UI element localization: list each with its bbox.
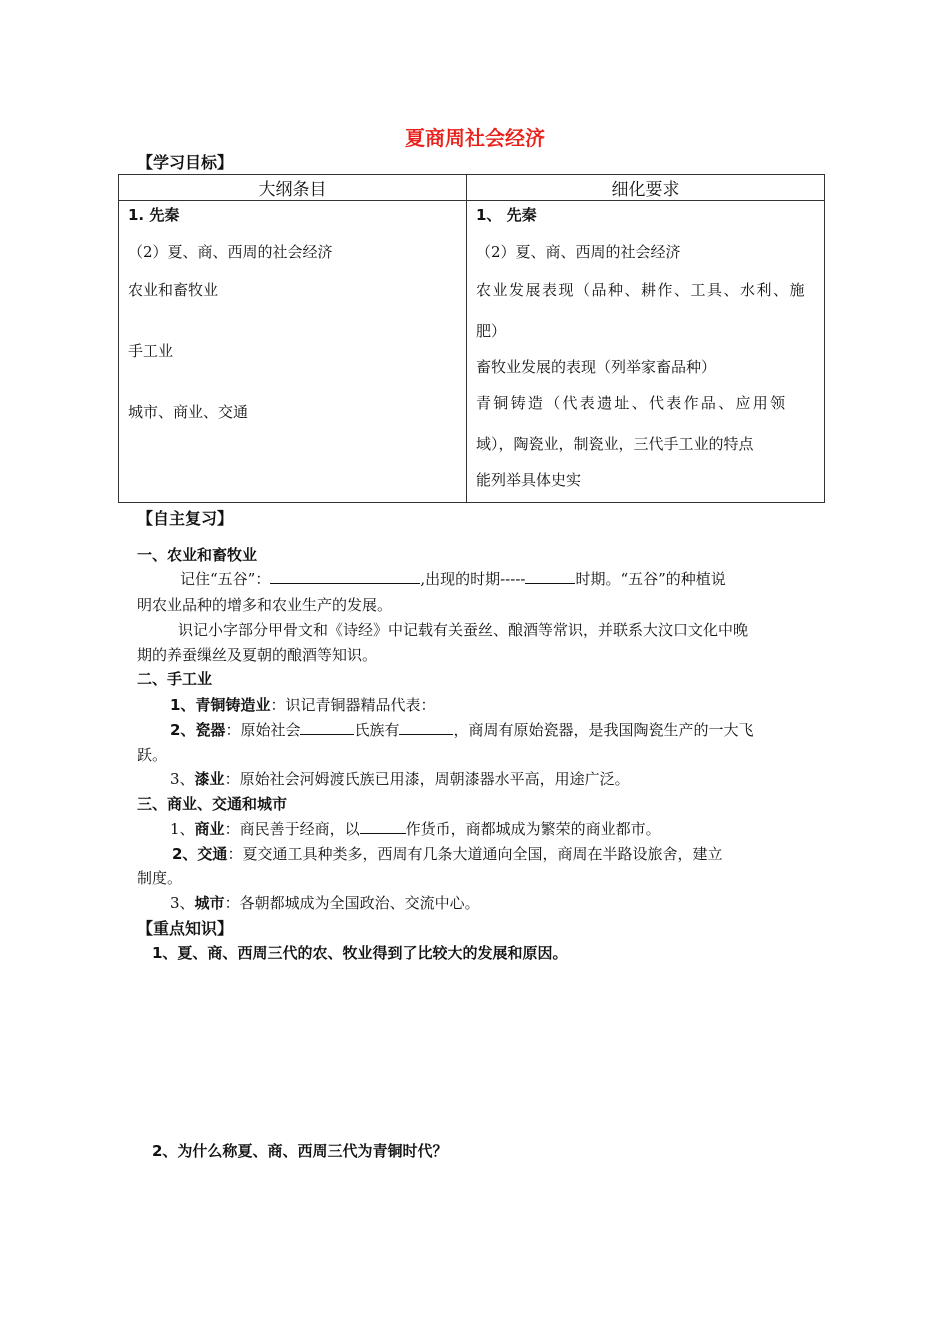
fill-blank[interactable] (300, 720, 354, 735)
text-run: 作货币，商都城成为繁荣的商业都市。 (405, 820, 661, 838)
item-number: 3、 (170, 894, 195, 912)
requirement-line: 畜牧业发展的表现（列举家畜品种） (476, 358, 717, 376)
item-transport (172, 843, 722, 864)
item-bronze (170, 694, 435, 715)
table-row (119, 201, 825, 503)
text-run: ,出现的时期----- (420, 570, 526, 588)
requirement-line: 青铜铸造（代表遗址、代表作品、应用领 (476, 394, 788, 412)
item-number: 1、 (170, 820, 195, 838)
text-run: ，商周有原始瓷器，是我国陶瓷生产的一大飞 (453, 721, 754, 739)
table-cell-requirements (467, 201, 825, 503)
table-cell-outline (119, 201, 467, 503)
outline-line: 城市、商业、交通 (128, 403, 249, 421)
item-label: 2、瓷器 (170, 721, 226, 739)
heading-agriculture: 一、农业和畜牧业 (137, 546, 258, 564)
document-title: 夏商周社会经济 (405, 126, 545, 150)
requirement-line: 能列举具体史实 (476, 471, 582, 489)
paragraph-line: 制度。 (137, 869, 183, 887)
text-run: 氏族有 (354, 721, 400, 739)
heading-commerce: 三、商业、交通和城市 (137, 795, 288, 813)
item-commerce (170, 818, 661, 839)
item-label: 2、交通 (172, 845, 228, 863)
requirement-line: 肥） (476, 322, 507, 340)
outline-line: 1. 先秦 (128, 206, 180, 224)
item-label: 漆业 (194, 770, 225, 788)
requirement-line: 农业发展表现（品种、耕作、工具、水利、施 (476, 281, 807, 299)
column-header-requirements: 细化要求 (467, 175, 825, 201)
item-label: 1、青铜铸造业 (170, 696, 271, 714)
requirement-line: 1、 先秦 (476, 206, 537, 224)
paragraph-line: 识记小字部分甲骨文和《诗经》中记载有关蚕丝、酿酒等常识，并联系大汶口文化中晚 (178, 621, 749, 639)
outline-line: （2）夏、商、西周的社会经济 (128, 243, 333, 261)
paragraph-line: 跃。 (137, 746, 168, 764)
outline-line: 手工业 (128, 342, 174, 360)
paragraph-line: 明农业品种的增多和农业生产的发展。 (137, 596, 393, 614)
outline-line: 农业和畜牧业 (128, 281, 219, 299)
requirement-line: 域），陶瓷业，制瓷业，三代手工业的特点 (476, 435, 754, 453)
item-label: 商业 (194, 820, 225, 838)
section-heading-key: 【重点知识】 (137, 919, 234, 938)
text-run: ：各朝都城成为全国政治、交流中心。 (224, 894, 480, 912)
fill-blank[interactable] (360, 819, 406, 834)
text-run: 时期。“五谷”的种植说 (575, 570, 726, 588)
question-1: 1、夏、商、西周三代的农、牧业得到了比较大的发展和原因。 (152, 944, 568, 962)
heading-handicraft: 二、手工业 (137, 670, 213, 688)
requirement-line: （2）夏、商、西周的社会经济 (476, 243, 681, 261)
text-run: 记住“五谷”： (180, 570, 271, 588)
item-city (170, 892, 480, 913)
item-porcelain (170, 719, 753, 740)
paragraph-line: 期的养蚕缫丝及夏朝的酿酒等知识。 (137, 646, 378, 664)
text-run: ：商民善于经商，以 (224, 820, 360, 838)
text-run: ：夏交通工具种类多，西周有几条大道通向全国，商周在半路设旅舍，建立 (227, 845, 723, 863)
item-lacquer (170, 768, 630, 789)
fill-blank[interactable] (399, 720, 453, 735)
fill-blank[interactable] (525, 569, 575, 584)
section-heading-review: 【自主复习】 (137, 509, 234, 528)
item-label: 城市 (194, 894, 225, 912)
section-heading-goals: 【学习目标】 (137, 153, 234, 172)
text-run: ：识记青铜器精品代表： (270, 696, 436, 714)
table-header-row (119, 175, 825, 201)
item-number: 3、 (170, 770, 195, 788)
goals-table (118, 174, 825, 503)
text-run: ：原始社会河姆渡氏族已用漆，周朝漆器水平高，用途广泛。 (224, 770, 630, 788)
column-header-outline: 大纲条目 (119, 175, 467, 201)
question-2: 2、为什么称夏、商、西周三代为青铜时代？ (152, 1142, 448, 1160)
paragraph-five-grains (180, 568, 726, 589)
fill-blank[interactable] (270, 569, 420, 584)
text-run: ：原始社会 (225, 721, 301, 739)
